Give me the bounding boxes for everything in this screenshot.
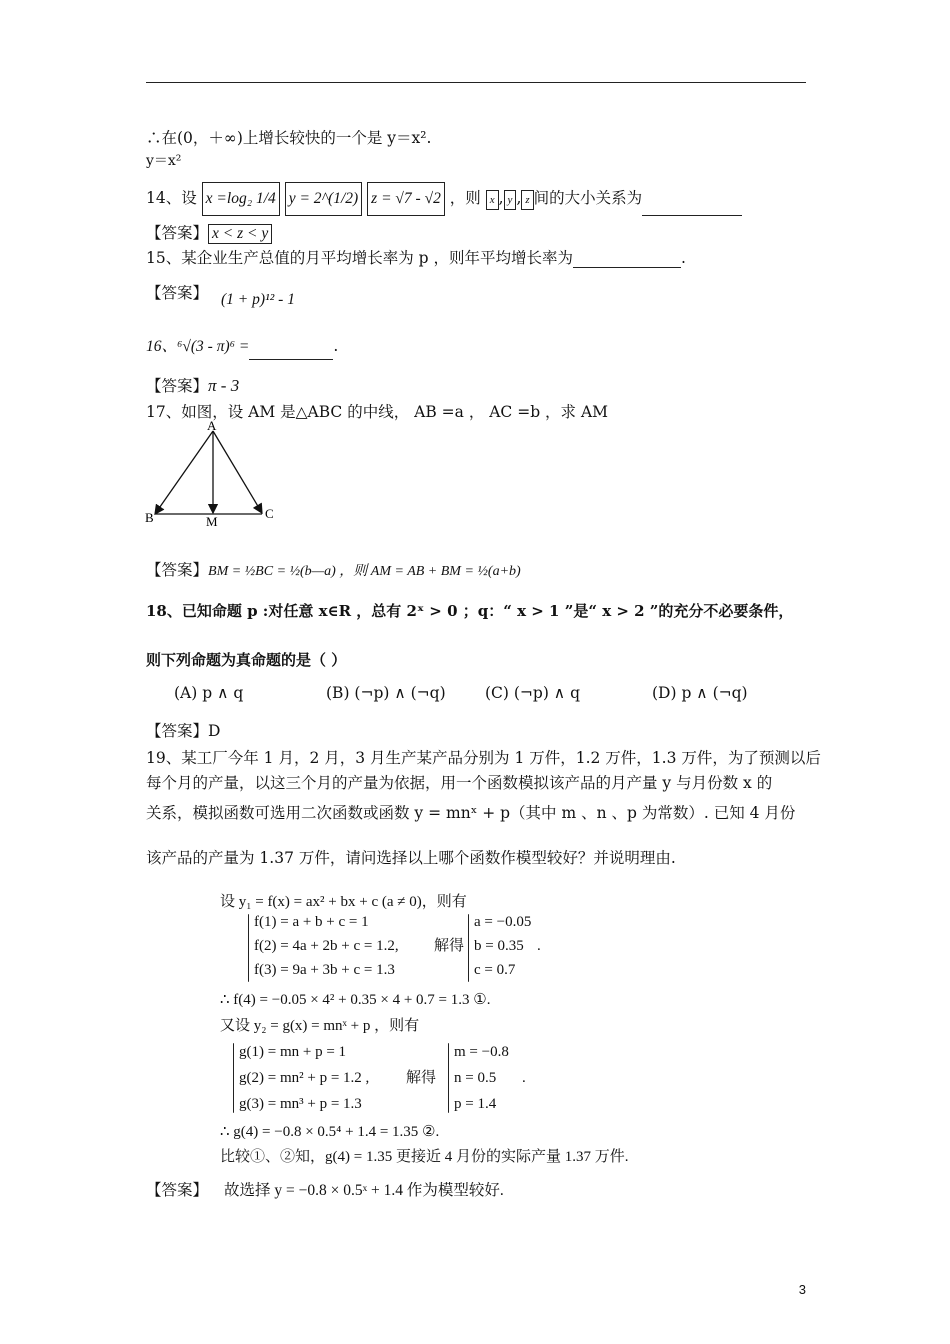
header-rule: [146, 82, 806, 83]
label-M: M: [206, 514, 218, 529]
result-brace: [448, 1043, 449, 1113]
q18-question-line2: 则下列命题为真命题的是（ ）: [146, 651, 347, 669]
q14-answer-line: [146, 223, 272, 244]
q16-end: .: [333, 337, 339, 355]
q13-conclusion: ∴在(0，＋∞)上增长较快的一个是 y＝x².: [146, 129, 432, 147]
q14-suffix: 间的大小关系为: [533, 189, 643, 207]
q19-solution-head-2: 又设 y₂ = g(x) = mnˣ + p ，则有: [220, 1018, 420, 1034]
q15-blank: [573, 251, 681, 268]
q18-option-a: (A) p ∧ q: [174, 684, 244, 702]
q19-question-line2: 每个月的产量，以这三个月的产量为依据，用一个函数模拟该产品的月产量 y 与月份数 x 的: [146, 774, 773, 792]
answer-label: 【答案】: [146, 1181, 209, 1199]
q19-system-1-eq3: f(3) = 9a + 3b + c = 1.3: [254, 962, 395, 978]
q19-result-1-c: c = 0.7: [474, 962, 516, 978]
q15-text: 15、某企业生产总值的月平均增长率为 p ，则年平均增长率为: [146, 249, 574, 267]
q14-var-z: z: [521, 190, 533, 210]
q19-answer-line: [146, 1180, 504, 1201]
q16-blank: [249, 345, 333, 360]
q19-g4: ∴ g(4) = −0.8 × 0.5⁴ + 1.4 = 1.35 ②.: [220, 1124, 440, 1140]
q14-z-definition: z = √7 - √2: [367, 182, 445, 216]
system-brace: [248, 914, 249, 982]
q14-question: 14、设 x =log₂ 1/4 y = 2^(1/2) z = √7 - √2 ，则 x , y , z 间的大小关系为: [146, 180, 742, 216]
q14-answer: x < z < y: [208, 224, 272, 244]
q15-question: [146, 248, 686, 268]
answer-label: 【答案】: [146, 722, 209, 740]
q18-question-line1: 18、已知命题 p :对任意 x∈R ，总有 2ˣ > 0 ；q：“ x > 1 ”是“ x > 2 ”的充分不必要条件，: [146, 602, 794, 620]
q14-mid-text: ，则: [449, 189, 481, 207]
answer-label: 【答案】: [146, 284, 209, 302]
q17-answer-line: [146, 560, 521, 582]
vector-AC: [213, 431, 262, 513]
q19-system-1-eq1: f(1) = a + b + c = 1: [254, 914, 369, 930]
period: .: [537, 938, 541, 954]
q19-system-2-eq1: g(1) = mn + p = 1: [239, 1044, 347, 1060]
q19-system-2-eq3: g(3) = mn³ + p = 1.3: [239, 1096, 362, 1112]
page-number: 3: [798, 1282, 806, 1297]
q18-option-c: (C) (¬p) ∧ q: [485, 684, 581, 702]
q19-answer: 故选择 y = −0.8 × 0.5ˣ + 1.4 作为模型较好.: [224, 1182, 504, 1199]
q19-solve-word-1: 解得: [434, 938, 465, 954]
q17-answer: BM = ½BC = ½(b—a) ，则 AM = AB + BM = ½(a+b): [208, 564, 521, 579]
label-C: C: [265, 506, 274, 521]
q19-question-line3: 关系，模拟函数可选用二次函数或函数 y = mnˣ + p（其中 m 、n 、p 为常数）. 已知 4 月份: [146, 804, 796, 822]
q14-prefix: 14、设: [146, 189, 197, 207]
q14-var-x: x: [486, 190, 499, 210]
q19-system-1-eq2: f(2) = 4a + 2b + c = 1.2,: [254, 938, 399, 954]
answer-label: 【答案】: [146, 561, 209, 579]
q14-y-definition: y = 2^(1/2): [285, 182, 363, 216]
q15-answer: (1 + p)¹² - 1: [220, 291, 295, 308]
q16-text: 16、⁶√(3 - π)⁶ =: [146, 338, 250, 355]
answer-label: 【答案】: [146, 377, 209, 395]
q19-solve-word-2: 解得: [406, 1070, 437, 1086]
label-A: A: [207, 418, 217, 433]
vector-AB: [155, 431, 213, 514]
q19-f4: ∴ f(4) = −0.05 × 4² + 0.35 × 4 + 0.7 = 1.3 ①.: [220, 992, 491, 1008]
q18-answer-line: [146, 721, 220, 741]
q17-question: 17、如图，设 AM 是△ABC 的中线， AB =a ， AC =b ，求 AM: [146, 403, 609, 421]
q19-result-1-a: a = −0.05: [474, 914, 532, 930]
q18-option-b: (B) (¬p) ∧ (¬q): [326, 684, 446, 702]
q19-result-2-p: p = 1.4: [454, 1096, 497, 1112]
q16-answer: π - 3: [208, 376, 240, 395]
q14-var-y: y: [504, 190, 517, 210]
q19-question-line1: 19、某工厂今年 1 月，2 月，3 月生产某产品分别为 1 万件，1.2 万件，1.3 万件，为了预测以后: [146, 749, 821, 767]
q19-question-line4: 该产品的产量为 1.37 万件，请问选择以上哪个函数作模型较好？并说明理由.: [146, 849, 676, 867]
q15-end: .: [681, 249, 686, 267]
q19-result-2-n: n = 0.5: [454, 1070, 497, 1086]
q19-compare: 比较①、②知，g(4) = 1.35 更接近 4 月份的实际产量 1.37 万件.: [220, 1149, 629, 1165]
q19-system-2-eq2: g(2) = mn² + p = 1.2 ,: [239, 1070, 370, 1086]
answer-label: 【答案】: [146, 224, 209, 242]
q14-x-definition: x =log₂ 1/4: [202, 182, 280, 216]
q15-answer-line: [146, 283, 295, 308]
period: .: [522, 1070, 526, 1086]
q16-question: [146, 333, 338, 360]
q16-answer-line: [146, 376, 239, 396]
q13-answer: y＝x²: [146, 153, 182, 169]
system-brace: [233, 1043, 234, 1113]
q19-result-2-m: m = −0.8: [454, 1044, 509, 1060]
result-brace: [468, 914, 469, 982]
q19-solution-head-1: 设 y₁ = f(x) = ax² + bx + c (a ≠ 0)，则有: [220, 894, 467, 910]
q14-blank: [642, 197, 742, 216]
q18-answer: D: [208, 722, 221, 740]
q18-option-d: (D) p ∧ (¬q): [652, 684, 748, 702]
label-B: B: [145, 510, 154, 525]
q19-result-1-b: b = 0.35: [474, 938, 524, 954]
triangle-figure: [140, 418, 290, 530]
